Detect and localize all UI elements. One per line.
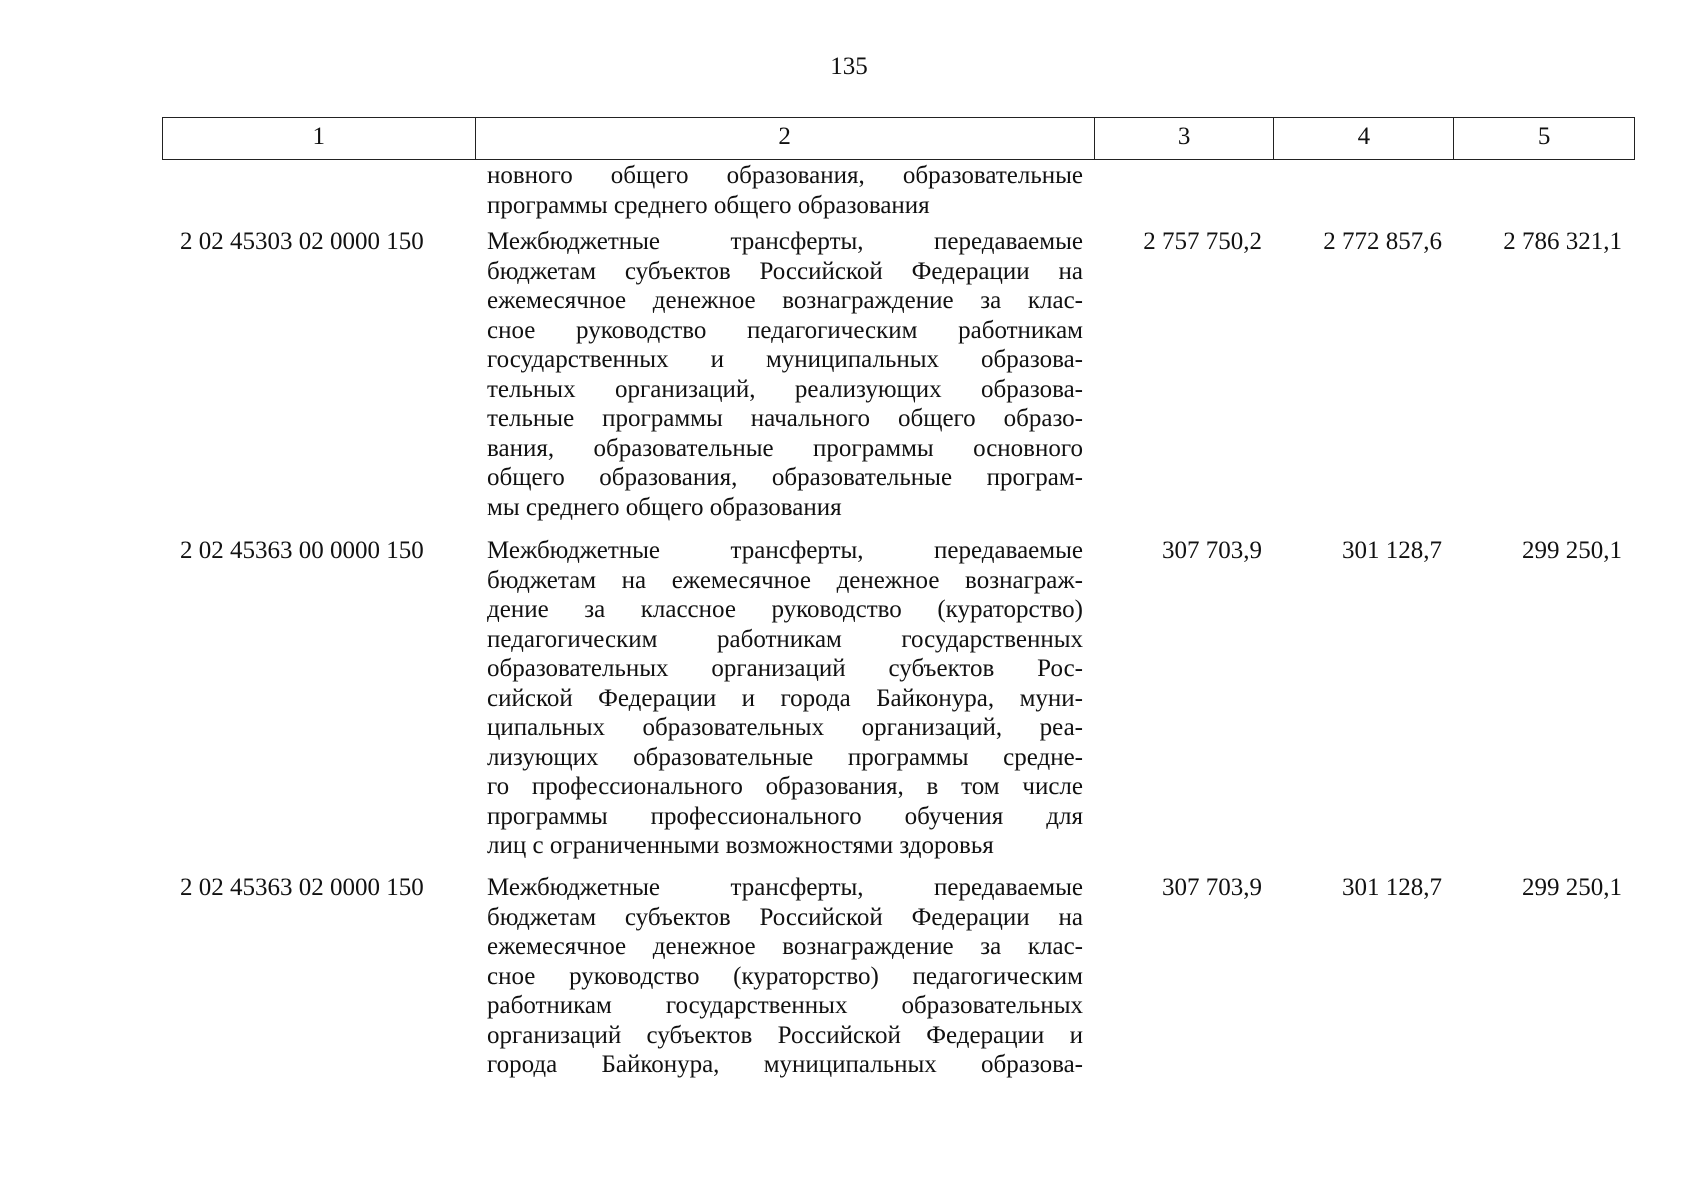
- description-line: вания, образовательные программы основного: [487, 434, 1083, 462]
- row-value-col-4: 2 772 857,6: [1323, 228, 1442, 255]
- row-value-col-3: 307 703,9: [1162, 874, 1262, 901]
- row-value-col-3: 2 757 750,2: [1143, 228, 1262, 255]
- row-value-col-4: 301 128,7: [1342, 537, 1442, 564]
- continuation-line: программы среднего общего образования: [487, 191, 930, 219]
- header-col-2: 2: [476, 118, 1095, 159]
- description-line: лизующих образовательные программы средне-: [487, 743, 1083, 771]
- page-number: 135: [830, 53, 868, 80]
- description-line: государственных и муниципальных образова-: [487, 346, 1083, 373]
- description-line: организаций субъектов Российской Федерации и: [487, 1021, 1083, 1049]
- description-line: мы среднего общего образования: [487, 493, 842, 521]
- description-line: сийской Федерации и города Байконура, муни-: [487, 684, 1083, 712]
- description-line: работникам государственных образовательных: [487, 992, 1083, 1019]
- description-line: тельных организаций, реализующих образова-: [487, 375, 1083, 403]
- description-line: сное руководство (кураторство) педагогическим: [487, 962, 1083, 990]
- description-line: бюджетам субъектов Российской Федерации на: [487, 903, 1083, 931]
- header-col-5: 5: [1537, 123, 1551, 150]
- description-line: программы профессионального обучения для: [487, 802, 1083, 830]
- header-col-1: 1: [163, 118, 476, 159]
- description-line: лиц с ограниченными возможностями здоровья: [487, 832, 994, 859]
- description-line: ежемесячное денежное вознаграждение за клас-: [487, 287, 1083, 314]
- description-line: ежемесячное денежное вознаграждение за клас-: [487, 933, 1083, 960]
- row-code: 2 02 45363 02 0000 150: [180, 874, 424, 901]
- table-header: [162, 117, 1635, 160]
- description-line: Межбюджетные трансферты, передаваемые: [487, 228, 1083, 255]
- row-value-col-4: 301 128,7: [1342, 874, 1442, 901]
- description-line: образовательных организаций субъектов Рос-: [487, 655, 1083, 682]
- row-value-col-5: 299 250,1: [1522, 874, 1622, 901]
- description-line: Межбюджетные трансферты, передаваемые: [487, 874, 1083, 901]
- description-line: Межбюджетные трансферты, передаваемые: [487, 537, 1083, 564]
- row-description: [487, 536, 1083, 861]
- continuation-text: [487, 161, 1083, 220]
- description-line: общего образования, образовательные програм-: [487, 464, 1083, 491]
- description-line: педагогическим работникам государственных: [487, 625, 1083, 653]
- continuation-line: новного общего образования, образовательные: [487, 162, 1083, 189]
- description-line: сное руководство педагогическим работникам: [487, 316, 1083, 344]
- header-col-4: 4: [1274, 118, 1454, 159]
- row-code: 2 02 45303 02 0000 150: [180, 228, 424, 255]
- description-line: бюджетам субъектов Российской Федерации на: [487, 257, 1083, 285]
- description-line: города Байконура, муниципальных образова-: [487, 1051, 1083, 1078]
- description-line: тельные программы начального общего образо-: [487, 405, 1083, 432]
- row-code: 2 02 45363 00 0000 150: [180, 537, 424, 564]
- row-value-col-3: 307 703,9: [1162, 537, 1262, 564]
- row-value-col-5: 2 786 321,1: [1503, 228, 1622, 255]
- header-col-3: 3: [1095, 118, 1275, 159]
- description-line: ципальных образовательных организаций, реа-: [487, 714, 1083, 741]
- description-line: дение за классное руководство (кураторство): [487, 596, 1083, 623]
- row-value-col-5: 299 250,1: [1522, 537, 1622, 564]
- row-description: [487, 227, 1083, 522]
- description-line: бюджетам на ежемесячное денежное вознаграж-: [487, 566, 1083, 594]
- description-line: го профессионального образования, в том числе: [487, 773, 1083, 800]
- row-description: [487, 873, 1083, 1080]
